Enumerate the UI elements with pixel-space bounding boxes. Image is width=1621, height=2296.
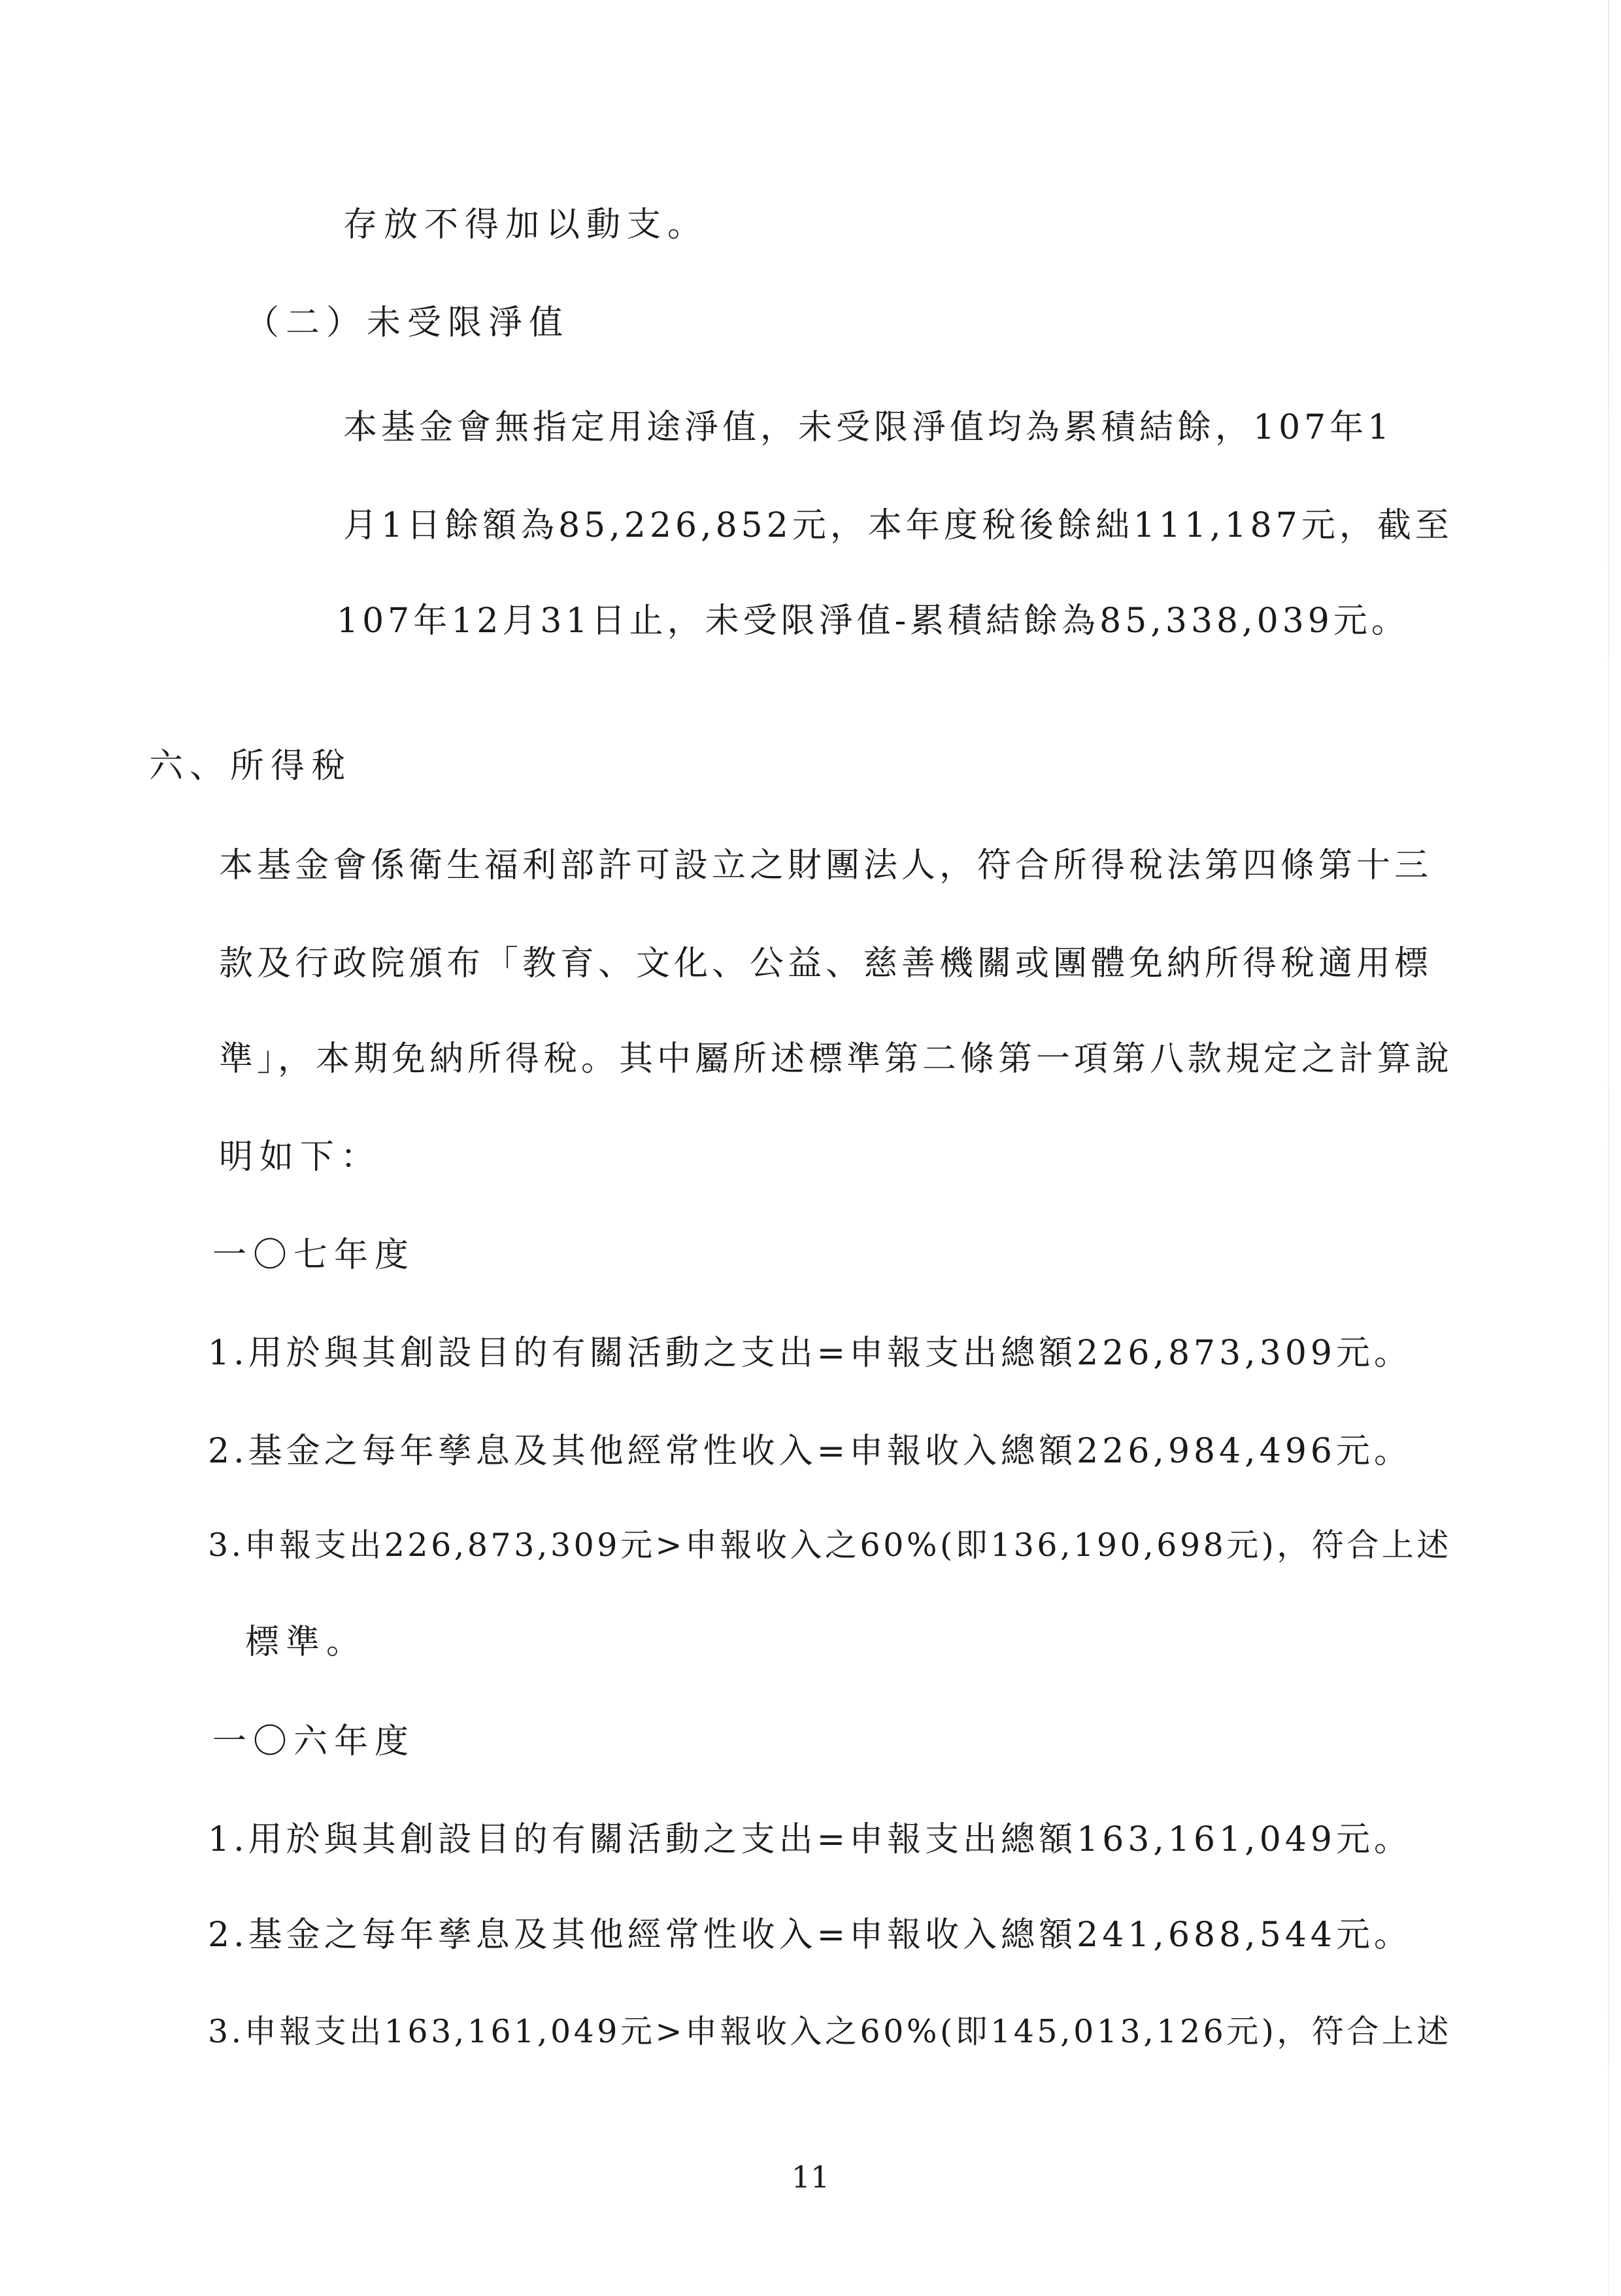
list-item: 1.用於與其創設目的有關活動之支出=申報支出總額163,161,049元。 xyxy=(208,1820,1412,1859)
scan-edge-artifact xyxy=(1608,0,1609,2296)
text-line: 明如下： xyxy=(219,1138,382,1177)
text-line: 準」，本期免納所得稅。其中屬所述標準第二條第一項第八款規定之計算說 xyxy=(219,1039,1454,1079)
text-line: 存放不得加以動支。 xyxy=(343,205,709,245)
list-item: 3.申報支出163,161,049元>申報收入之60%(即145,013,126元)，符合上述 xyxy=(208,2013,1452,2050)
text-line: 本基金會無指定用途淨值，未受限淨值均為累積結餘，107年1 xyxy=(343,408,1394,447)
section-heading: 六、所得稅 xyxy=(149,747,352,786)
text-line: 月1日餘額為85,226,852元，本年度稅後餘絀111,187元，截至 xyxy=(343,506,1453,545)
year-heading: 一〇七年度 xyxy=(212,1236,416,1275)
list-item: 2.基金之每年孳息及其他經常性收入=申報收入總額226,984,496元。 xyxy=(208,1432,1412,1471)
text-line: 107年12月31日止，未受限淨值-累積結餘為85,338,039元。 xyxy=(337,601,1409,641)
list-item: 3.申報支出226,873,309元>申報收入之60%(即136,190,698元)，符合上述 xyxy=(208,1527,1452,1564)
text-line: 本基金會係衛生福利部許可設立之財團法人，符合所得稅法第四條第十三 xyxy=(219,846,1433,885)
text-line: 款及行政院頒布「教育、文化、公益、慈善機關或團體免納所得稅適用標 xyxy=(219,944,1433,983)
list-item: 2.基金之每年孳息及其他經常性收入=申報收入總額241,688,544元。 xyxy=(208,1916,1412,1955)
page-number: 11 xyxy=(791,2159,830,2195)
list-item: 1.用於與其創設目的有關活動之支出=申報支出總額226,873,309元。 xyxy=(208,1334,1412,1373)
list-item-continuation: 標準。 xyxy=(245,1623,367,1662)
year-heading: 一〇六年度 xyxy=(212,1722,416,1761)
subsection-heading: （二）未受限淨值 xyxy=(245,303,570,343)
